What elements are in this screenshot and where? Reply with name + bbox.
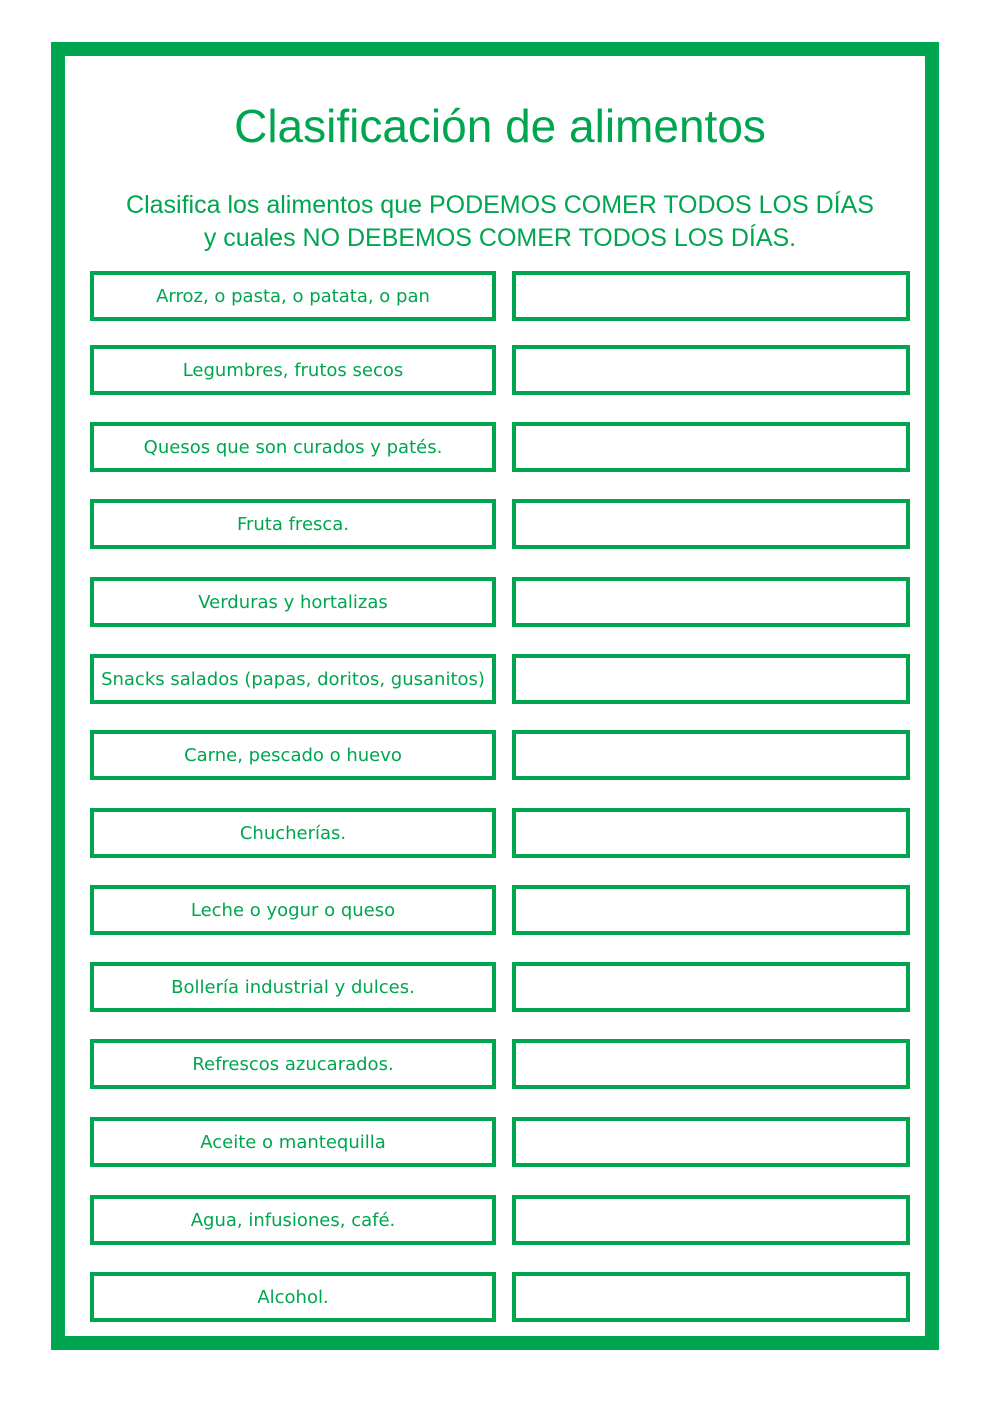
food-item-box[interactable]: Snacks salados (papas, doritos, gusanitos) (90, 654, 496, 704)
instruction-line-1: Clasifica los alimentos que PODEMOS COMER TODOS LOS DÍAS (126, 191, 874, 219)
food-row (90, 1117, 910, 1167)
food-item-box[interactable]: Aceite o mantequilla (90, 1117, 496, 1167)
instruction-line-2: y cuales NO DEBEMOS COMER TODOS LOS DÍAS. (203, 224, 797, 252)
answer-drop-box[interactable] (512, 1272, 910, 1322)
food-item-box[interactable]: Legumbres, frutos secos (90, 345, 496, 395)
food-row (90, 271, 910, 321)
answer-drop-box[interactable] (512, 345, 910, 395)
answer-drop-box[interactable] (512, 271, 910, 321)
answer-drop-box[interactable] (512, 1039, 910, 1089)
food-item-box[interactable]: Agua, infusiones, café. (90, 1195, 496, 1245)
answer-drop-box[interactable] (512, 808, 910, 858)
answer-drop-box[interactable] (512, 422, 910, 472)
food-row (90, 654, 910, 704)
food-row (90, 885, 910, 935)
food-row (90, 345, 910, 395)
food-row (90, 962, 910, 1012)
food-item-box[interactable]: Verduras y hortalizas (90, 577, 496, 627)
food-row (90, 1272, 910, 1322)
answer-drop-box[interactable] (512, 499, 910, 549)
food-item-box[interactable]: Alcohol. (90, 1272, 496, 1322)
food-item-box[interactable]: Leche o yogur o queso (90, 885, 496, 935)
food-item-box[interactable]: Carne, pescado o huevo (90, 730, 496, 780)
food-row (90, 730, 910, 780)
food-row (90, 422, 910, 472)
food-item-box[interactable]: Fruta fresca. (90, 499, 496, 549)
food-row (90, 808, 910, 858)
answer-drop-box[interactable] (512, 730, 910, 780)
answer-drop-box[interactable] (512, 885, 910, 935)
food-item-box[interactable]: Chucherías. (90, 808, 496, 858)
food-row (90, 577, 910, 627)
answer-drop-box[interactable] (512, 577, 910, 627)
food-item-box[interactable]: Refrescos azucarados. (90, 1039, 496, 1089)
answer-drop-box[interactable] (512, 962, 910, 1012)
food-item-box[interactable]: Arroz, o pasta, o patata, o pan (90, 271, 496, 321)
food-item-box[interactable]: Quesos que son curados y patés. (90, 422, 496, 472)
food-row (90, 499, 910, 549)
food-item-box[interactable]: Bollería industrial y dulces. (90, 962, 496, 1012)
food-row (90, 1039, 910, 1089)
answer-drop-box[interactable] (512, 1195, 910, 1245)
instructions (0, 189, 1000, 255)
answer-drop-box[interactable] (512, 1117, 910, 1167)
page-title: Clasificación de alimentos (234, 100, 766, 152)
answer-drop-box[interactable] (512, 654, 910, 704)
food-row (90, 1195, 910, 1245)
